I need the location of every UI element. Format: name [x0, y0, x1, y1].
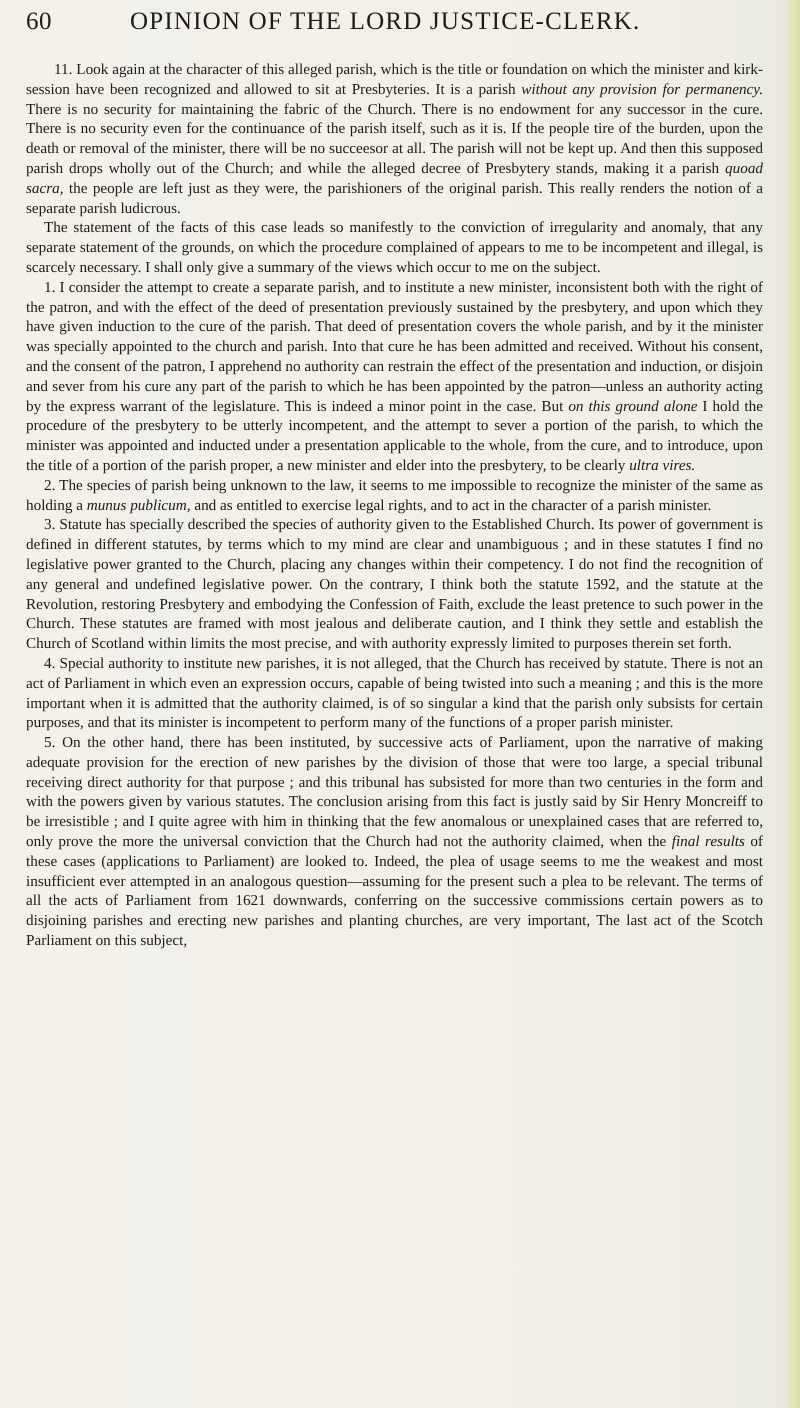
running-title: OPINION OF THE LORD JUSTICE-CLERK.: [130, 8, 641, 35]
paragraph-5: 5. On the other hand, there has been instituted, by successive acts of Parliament, upon the narrative of making adequate provision for the erection of new parishes by the division of those that were too large, a special tribunal receiving direct authority for that purpose ; and this tribunal has subsisted for more than two centuries in the form and with the powers given by various statutes. The conclusion arising from this fact is justly said by Sir Henry Moncreiff to be irresistible ; and I quite agree with him in thinking that the few anomalous or unexplained cases that are referred to, only prove the more the universal conviction that the Church had not the authority claimed, when the final results of these cases (applications to Parliament) are looked to. Indeed, the plea of usage seems to me the weakest and most insufficient ever attempted in an analogous question—assuming for the present such a plea to be relevant. The terms of all the acts of Parliament from 1621 downwards, conferring on the successive commissions certain powers as to disjoining parishes and erecting new parishes and planting churches, are very important, The last act of the Scotch Parliament on this subject,: [26, 734, 763, 950]
emphasis: ultra vires.: [629, 456, 696, 474]
paragraph-summary: The statement of the facts of this case leads so manifestly to the conviction of irregularity and anomaly, that any separate statement of the grounds, on which the procedure complained of appears to me to be incompetent and illegal, is scarcely necessary. I shall only give a summary of the views which occur to me on the subject.: [26, 219, 763, 276]
paragraph-1: 1. I consider the attempt to create a separate parish, and to institute a new minister, inconsistent both with the right of the patron, and with the effect of the deed of presentation previously sustained by the presbytery, and upon which they have given induction to the cure of the parish. That deed of presentation covers the whole parish, and by it the minister was specially appointed to the church and parish. Into that cure he has been admitted and received. Without his consent, and the consent of the patron, I apprehend no authority can restrain the effect of the presentation and induction, or disjoin and sever from his cure any part of the parish to which he has been appointed by the patron—unless an authority acting by the express warrant of the legislature. This is indeed a minor point in the case. But on this ground alone I hold the procedure of the presbytery to be utterly incompetent, and the attempt to sever a portion of the parish, to which the minister was appointed and inducted under a presentation applicable to the whole, from the cure, and to introduce, upon the title of a portion of the parish proper, a new minister and elder into the presbytery, to be clearly ultra vires.: [26, 278, 763, 474]
paragraph-4: 4. Special authority to institute new parishes, it is not alleged, that the Church has received by statute. There is not an act of Parliament in which even an expression occurs, capable of being twisted into such a meaning ; and this is the more important when it is admitted that the authority claimed, is of so singular a kind that the parish only subsists for certain purposes, and that its minister is incompetent to perform many of the functions of a proper parish minister.: [26, 654, 763, 732]
emphasis: without any provision for permanency.: [521, 80, 763, 98]
paragraph-3: 3. Statute has specially described the species of authority given to the Established Church. Its power of government is defined in different statutes, by terms which to my mind are clear and unambiguous ; and in these statutes I find no legislative power granted to the Church, placing any changes within their competency. I do not find the recognition of any general and undefined legislative power. On the contrary, I think both the statute 1592, and the statute at the Revolution, restoring Presbytery and embodying the Confession of Faith, exclude the least pretence to such power in the Church. These statutes are framed with most jealous and deliberate caution, and I think they settle and establish the Church of Scotland within limits the most precise, and with authority expressly limited to purposes therein set forth.: [26, 516, 763, 653]
paragraph-11: 11. Look again at the character of this alleged parish, which is the title or foundation on which the minister and kirk-session have been recognized and allowed to sit at Presbyteries. It is a parish without any provision for permanency. There is no security for maintaining the fabric of the Church. There is no endowment for any successor in the cure. There is no security even for the continuance of the parish itself, such as it is. If the people tire of the burden, upon the death or removal of the minister, there will be no succeesor at all. The parish will not be kept up. And then this supposed parish drops wholly out of the Church; and while the alleged decree of Presbytery stands, making it a parish quoad sacra, the people are left just as they were, the parishioners of the original parish. This really renders the notion of a separate parish ludicrous.: [26, 61, 763, 217]
emphasis: quoad sacra,: [26, 159, 763, 197]
emphasis: munus publicum,: [86, 496, 191, 514]
body-text: [26, 60, 763, 951]
emphasis: on this ground alone: [568, 397, 698, 415]
page-number: 60: [26, 8, 52, 35]
page-edge: [786, 0, 800, 1408]
page-header: [26, 6, 766, 46]
emphasis: final results: [671, 833, 745, 851]
paragraph-2: 2. The species of parish being unknown to the law, it seems to me impossible to recognize the minister of the same as holding a munus publicum, and as entitled to exercise legal rights, and to act in the character of a parish minister.: [26, 476, 763, 514]
